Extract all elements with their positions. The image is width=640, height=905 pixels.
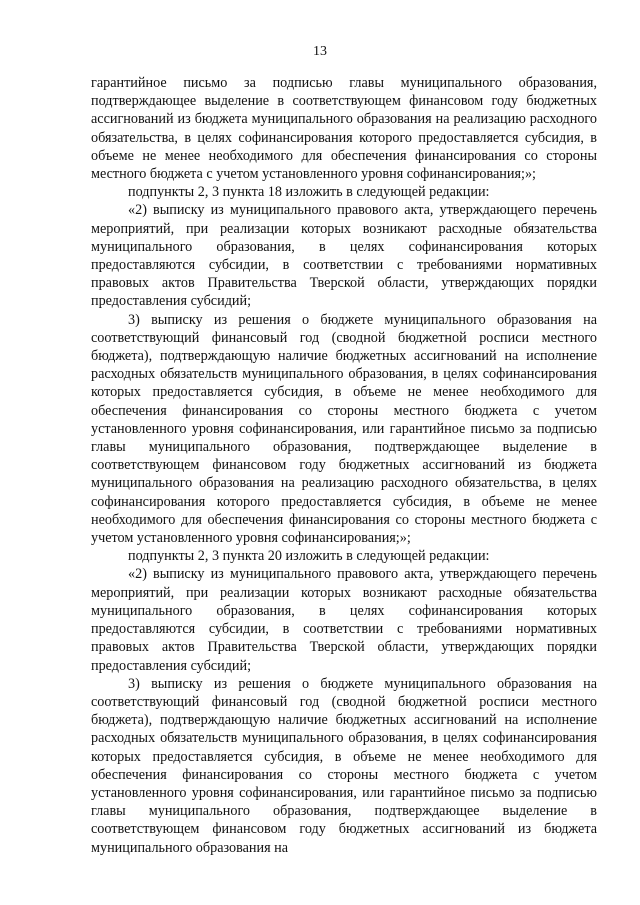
paragraph: гарантийное письмо за подписью главы муниципального образования, подтверждающее выделение в соответствующем финансовом году бюджетных ассигнований из бюджета муниципального образования на реализацию расходного обязательства, в целях софинансирования которого предоставляется субсидия, в объеме не менее необходимого для обеспечения финансирования со стороны местного бюджета с учетом установленного уровня софинансирования;»; [91,75,597,183]
paragraph: подпункты 2, 3 пункта 20 изложить в следующей редакции: [128,548,490,565]
paragraph: 3) выписку из решения о бюджете муниципального образования на соответствующий финансовый год (сводной бюджетной росписи местного бюджета), подтверждающую наличие бюджетных ассигнований на исполнение расходных обязательств муниципального образования, в целях софинансирования которых предоставляется субсидия, в объеме не менее необходимого для обеспечения финансирования со стороны местного бюджета с учетом установленного уровня софинансирования, или гарантийное письмо за подписью главы муниципального образования, подтверждающее выделение в соответствующем финансовом году бюджетных ассигнований из бюджета муниципального образования на [91,675,597,856]
paragraph: «2) выписку из муниципального правового акта, утверждающего перечень мероприятий, при реализации которых возникают расходные обязательства муниципального образования, в целях софинансирования которых предоставляются субсидии, в соответствии с требованиями нормативных правовых актов Правительства Тверской области, утверждающих порядки предоставления субсидий; [91,566,597,674]
paragraph: подпункты 2, 3 пункта 18 изложить в следующей редакции: [128,184,490,201]
paragraph: «2) выписку из муниципального правового акта, утверждающего перечень мероприятий, при реализации которых возникают расходные обязательства муниципального образования, в целях софинансирования которых предоставляются субсидии, в соответствии с требованиями нормативных правовых актов Правительства Тверской области, утверждающих порядки предоставления субсидий; [91,202,597,310]
paragraph: 3) выписку из решения о бюджете муниципального образования на соответствующий финансовый год (сводной бюджетной росписи местного бюджета), подтверждающую наличие бюджетных ассигнований на исполнение расходных обязательств муниципального образования, в целях софинансирования которых предоставляется субсидия, в объеме не менее необходимого для обеспечения финансирования со стороны местного бюджета с учетом установленного уровня софинансирования, или гарантийное письмо за подписью главы муниципального образования, подтверждающее выделение в соответствующем финансовом году бюджетных ассигнований из бюджета муниципального образования на реализацию расходного обязательства, в целях софинансирования которого предоставляется субсидия, в объеме не менее необходимого для обеспечения финансирования со стороны местного бюджета с учетом установленного уровня софинансирования;»; [91,311,597,547]
page-number: 13 [313,44,327,59]
document-body [91,74,597,857]
